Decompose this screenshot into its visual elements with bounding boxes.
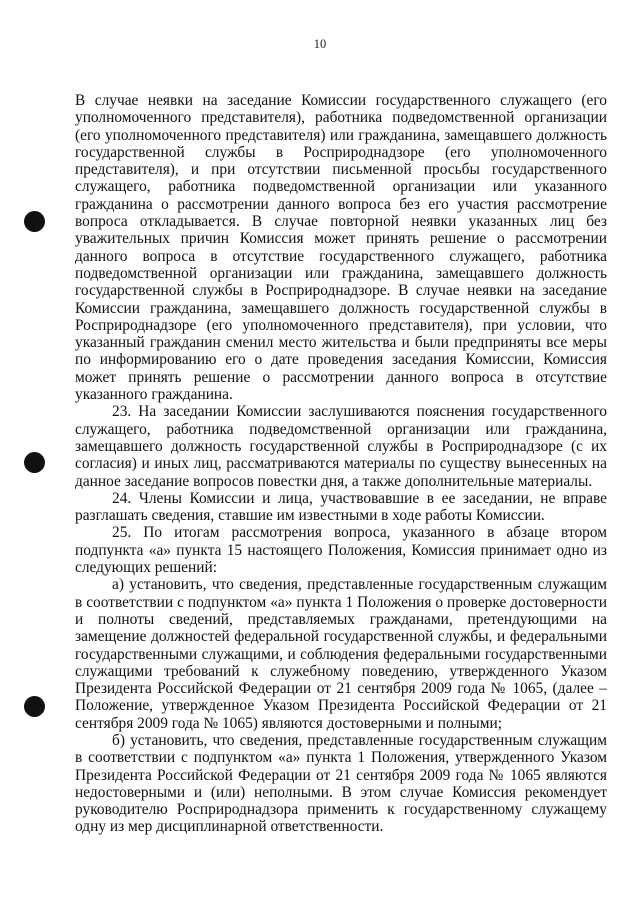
paragraph-item-25: 25. По итогам рассмотрения вопроса, указанного в абзаце втором подпункта «а» пункта 15 настоящего Положения, Комиссия принимает одно из следующих решений: [75,524,607,577]
paragraph-subitem-a: а) установить, что сведения, представленные государственным служащим в соответствии с подпунктом «а» пункта 1 Положения о проверке достоверности и полноты сведений, представляемых гражданами, претендующими на замещение должностей федеральной государственной службы, и федеральными государственными служащими, и соблюдения федеральными государственными служащими требований к служебному поведению, утвержденного Указом Президента Российской Федерации от 21 сентября 2009 года № 1065, (далее – Положение, утвержденное Указом Президента Российской Федерации от 21 сентября 2009 года № 1065) являются достоверными и полными; [75,576,607,732]
paragraph-continuation: В случае неявки на заседание Комиссии государственного служащего (его уполномоченного представителя), работника подведомственной организации (его уполномоченного представителя) или гражданина, замещавшего должность государственной службы в Росприроднадзоре (его уполномоченного представителя), и при отсутствии письменной просьбы государственного служащего, работника подведомственной организации или указанного гражданина о рассмотрении данного вопроса без его участия рассмотрение вопроса откладывается. В случае повторной неявки указанных лиц без уважительных причин Комиссия может принять решение о рассмотрении данного вопроса в отсутствие государственного служащего, работника подведомственной организации или гражданина, замещавшего должность государственной службы в Росприроднадзоре. В случае неявки на заседание Комиссии гражданина, замещавшего должность государственной службы в Росприроднадзоре (его уполномоченного представителя), при условии, что указанный гражданин сменил место жительства и были предприняты все меры по информированию его о дате проведения заседания Комиссии, Комиссия может принять решение о рассмотрении данного вопроса в отсутствие указанного гражданина. [75,92,607,404]
paragraph-item-23: 23. На заседании Комиссии заслушиваются пояснения государственного служащего, работника подведомственной организации или гражданина, замещавшего должность государственной службы в Росприроднадзоре (с их согласия) и иных лиц, рассматриваются материалы по существу вынесенных на данное заседание вопросов повестки дня, а также дополнительные материалы. [75,403,607,490]
punch-hole-mark [24,696,45,717]
page-number: 10 [313,37,327,51]
punch-hole-mark [24,452,45,473]
punch-hole-mark [24,211,45,232]
paragraph-item-24: 24. Члены Комиссии и лица, участвовавшие в ее заседании, не вправе разглашать сведения, ставшие им известными в ходе работы Комиссии. [75,489,607,525]
document-body [75,92,607,836]
paragraph-subitem-b: б) установить, что сведения, представленные государственным служащим в соответствии с подпунктом «а» пункта 1 Положения, утвержденного Указом Президента Российской Федерации от 21 сентября 2009 года № 1065 являются недостоверными и (или) неполными. В этом случае Комиссия рекомендует руководителю Росприроднадзора применить к государственному служащему одну из мер дисциплинарной ответственности. [75,731,607,836]
